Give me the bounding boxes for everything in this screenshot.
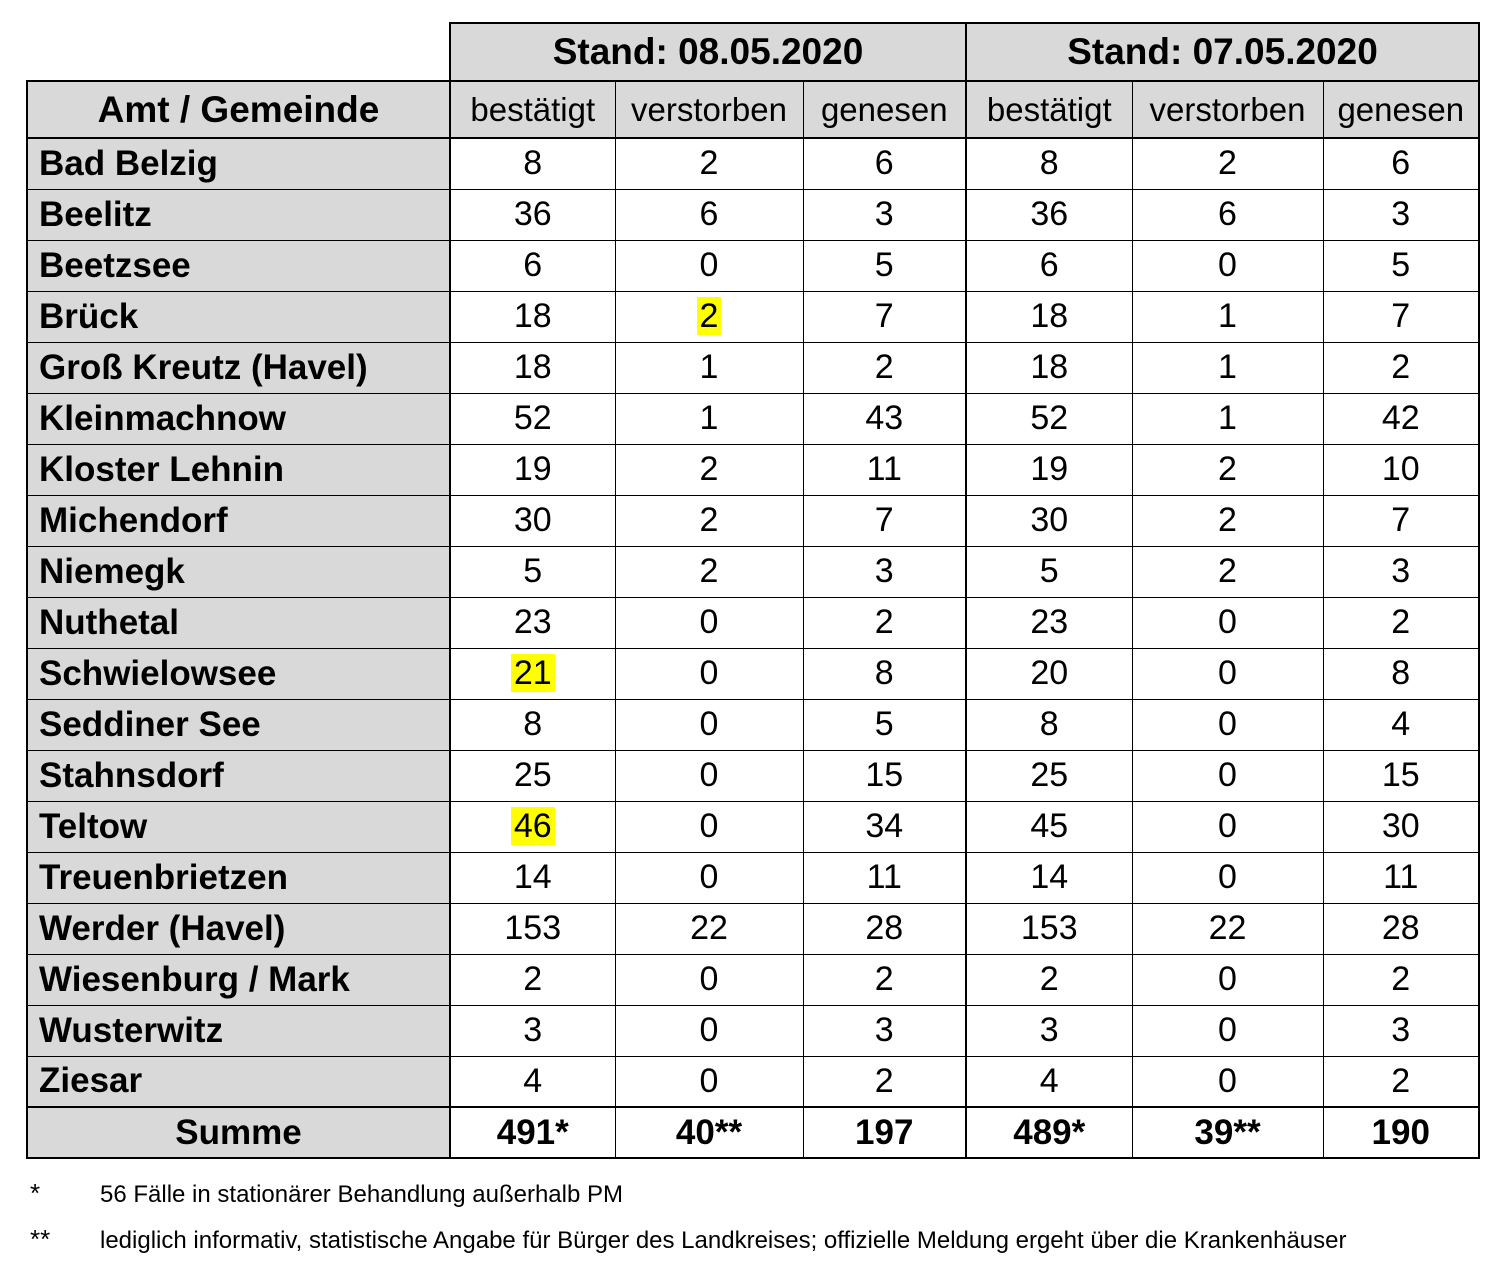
value-cell: 5 bbox=[450, 546, 615, 597]
value-cell: 5 bbox=[803, 699, 966, 750]
value-cell: 2 bbox=[615, 444, 803, 495]
table-row bbox=[27, 138, 1479, 189]
value-cell: 5 bbox=[966, 546, 1132, 597]
gemeinde-name: Wiesenburg / Mark bbox=[27, 954, 450, 1005]
value-cell: 22 bbox=[615, 903, 803, 954]
value-cell: 18 bbox=[450, 291, 615, 342]
gemeinde-name: Beetzsee bbox=[27, 240, 450, 291]
col-header-verstorben-1: verstorben bbox=[615, 81, 803, 138]
col-header-genesen-2: genesen bbox=[1323, 81, 1479, 138]
value-cell: 28 bbox=[803, 903, 966, 954]
value-cell bbox=[615, 291, 803, 342]
table-row bbox=[27, 801, 1479, 852]
value-cell: 6 bbox=[803, 138, 966, 189]
gemeinde-name: Brück bbox=[27, 291, 450, 342]
value-cell: 42 bbox=[1323, 393, 1479, 444]
table-row bbox=[27, 444, 1479, 495]
gemeinde-name: Kleinmachnow bbox=[27, 393, 450, 444]
value-cell: 3 bbox=[1323, 546, 1479, 597]
value-cell: 4 bbox=[1323, 699, 1479, 750]
value-cell: 2 bbox=[803, 597, 966, 648]
table-row bbox=[27, 1056, 1479, 1107]
footnote-1-mark: * bbox=[30, 1178, 41, 1208]
value-cell: 4 bbox=[966, 1056, 1132, 1107]
value-cell: 2 bbox=[615, 546, 803, 597]
value-cell: 5 bbox=[1323, 240, 1479, 291]
highlighted-value: 21 bbox=[511, 654, 555, 692]
value-cell: 2 bbox=[615, 495, 803, 546]
value-cell: 8 bbox=[803, 648, 966, 699]
gemeinde-name: Treuenbrietzen bbox=[27, 852, 450, 903]
gemeinde-name: Seddiner See bbox=[27, 699, 450, 750]
amt-gemeinde-header: Amt / Gemeinde bbox=[27, 81, 450, 138]
value-cell: 1 bbox=[615, 342, 803, 393]
table-row bbox=[27, 546, 1479, 597]
table-row bbox=[27, 852, 1479, 903]
table-row bbox=[27, 699, 1479, 750]
value-cell: 3 bbox=[1323, 189, 1479, 240]
value-cell: 0 bbox=[1132, 750, 1323, 801]
value-cell: 2 bbox=[1323, 597, 1479, 648]
value-cell: 0 bbox=[1132, 852, 1323, 903]
col-header-bestaetigt-1: bestätigt bbox=[450, 81, 615, 138]
highlighted-value: 46 bbox=[511, 807, 555, 845]
col-header-bestaetigt-2: bestätigt bbox=[966, 81, 1132, 138]
gemeinde-name: Wusterwitz bbox=[27, 1005, 450, 1056]
value-cell: 0 bbox=[1132, 699, 1323, 750]
value-cell: 23 bbox=[450, 597, 615, 648]
table-row bbox=[27, 342, 1479, 393]
value-cell: 0 bbox=[615, 954, 803, 1005]
value-cell: 2 bbox=[615, 138, 803, 189]
value-cell: 2 bbox=[803, 954, 966, 1005]
footnote-2-text: lediglich informativ, statistische Angabe für Bürger des Landkreises; offizielle Meldung ergeht über die Krankenhäuser bbox=[100, 1227, 1347, 1254]
value-cell: 153 bbox=[966, 903, 1132, 954]
value-cell: 3 bbox=[803, 189, 966, 240]
value-cell: 2 bbox=[1132, 444, 1323, 495]
value-cell bbox=[450, 648, 615, 699]
value-cell: 30 bbox=[450, 495, 615, 546]
value-cell: 20 bbox=[966, 648, 1132, 699]
value-cell: 36 bbox=[450, 189, 615, 240]
value-cell: 43 bbox=[803, 393, 966, 444]
value-cell: 6 bbox=[966, 240, 1132, 291]
value-cell: 4 bbox=[450, 1056, 615, 1107]
value-cell: 1 bbox=[615, 393, 803, 444]
value-cell: 0 bbox=[1132, 597, 1323, 648]
table-row bbox=[27, 597, 1479, 648]
value-cell: 11 bbox=[803, 444, 966, 495]
value-cell: 52 bbox=[450, 393, 615, 444]
value-cell: 25 bbox=[450, 750, 615, 801]
table-row bbox=[27, 903, 1479, 954]
value-cell: 25 bbox=[966, 750, 1132, 801]
table-row bbox=[27, 495, 1479, 546]
table-row bbox=[27, 954, 1479, 1005]
value-cell: 3 bbox=[803, 546, 966, 597]
value-cell: 6 bbox=[1323, 138, 1479, 189]
value-cell: 6 bbox=[450, 240, 615, 291]
value-cell: 7 bbox=[1323, 291, 1479, 342]
gemeinde-name: Niemegk bbox=[27, 546, 450, 597]
summe-genesen-2: 190 bbox=[1323, 1107, 1479, 1158]
footnote-1-text: 56 Fälle in stationärer Behandlung außerhalb PM bbox=[100, 1181, 623, 1208]
value-cell: 2 bbox=[803, 1056, 966, 1107]
table-row bbox=[27, 240, 1479, 291]
footnote-2-mark: ** bbox=[30, 1224, 51, 1254]
value-cell: 18 bbox=[450, 342, 615, 393]
gemeinde-name: Beelitz bbox=[27, 189, 450, 240]
table-row bbox=[27, 393, 1479, 444]
value-cell: 8 bbox=[1323, 648, 1479, 699]
gemeinde-name: Teltow bbox=[27, 801, 450, 852]
value-cell bbox=[450, 801, 615, 852]
value-cell: 0 bbox=[615, 1056, 803, 1107]
gemeinde-name: Groß Kreutz (Havel) bbox=[27, 342, 450, 393]
value-cell: 36 bbox=[966, 189, 1132, 240]
gemeinde-name: Nuthetal bbox=[27, 597, 450, 648]
value-cell: 7 bbox=[1323, 495, 1479, 546]
table-body bbox=[27, 138, 1479, 1107]
summe-bestaetigt-2: 489* bbox=[966, 1107, 1132, 1158]
gemeinde-name: Stahnsdorf bbox=[27, 750, 450, 801]
value-cell: 0 bbox=[1132, 801, 1323, 852]
column-header-row bbox=[27, 81, 1479, 138]
value-cell: 11 bbox=[803, 852, 966, 903]
value-cell: 6 bbox=[1132, 189, 1323, 240]
value-cell: 14 bbox=[450, 852, 615, 903]
value-cell: 2 bbox=[1132, 495, 1323, 546]
table-row bbox=[27, 291, 1479, 342]
footnote-2 bbox=[30, 1224, 1347, 1255]
stand-header-row bbox=[27, 23, 1479, 81]
value-cell: 0 bbox=[1132, 954, 1323, 1005]
value-cell: 2 bbox=[1132, 546, 1323, 597]
table-row bbox=[27, 189, 1479, 240]
highlighted-value: 2 bbox=[697, 297, 722, 335]
value-cell: 2 bbox=[803, 342, 966, 393]
summe-verstorben-1: 40** bbox=[615, 1107, 803, 1158]
col-header-genesen-1: genesen bbox=[803, 81, 966, 138]
gemeinde-name: Bad Belzig bbox=[27, 138, 450, 189]
value-cell: 15 bbox=[803, 750, 966, 801]
summe-verstorben-2: 39** bbox=[1132, 1107, 1323, 1158]
value-cell: 153 bbox=[450, 903, 615, 954]
value-cell: 0 bbox=[615, 597, 803, 648]
value-cell: 18 bbox=[966, 342, 1132, 393]
gemeinde-name: Michendorf bbox=[27, 495, 450, 546]
value-cell: 14 bbox=[966, 852, 1132, 903]
value-cell: 2 bbox=[450, 954, 615, 1005]
value-cell: 8 bbox=[966, 699, 1132, 750]
value-cell: 8 bbox=[450, 699, 615, 750]
value-cell: 0 bbox=[1132, 1005, 1323, 1056]
value-cell: 0 bbox=[1132, 648, 1323, 699]
value-cell: 1 bbox=[1132, 291, 1323, 342]
value-cell: 0 bbox=[615, 648, 803, 699]
value-cell: 0 bbox=[615, 750, 803, 801]
value-cell: 2 bbox=[1132, 138, 1323, 189]
value-cell: 2 bbox=[966, 954, 1132, 1005]
value-cell: 28 bbox=[1323, 903, 1479, 954]
value-cell: 30 bbox=[966, 495, 1132, 546]
value-cell: 0 bbox=[1132, 240, 1323, 291]
value-cell: 3 bbox=[450, 1005, 615, 1056]
value-cell: 8 bbox=[966, 138, 1132, 189]
value-cell: 22 bbox=[1132, 903, 1323, 954]
stand-header-0805: Stand: 08.05.2020 bbox=[450, 23, 966, 81]
value-cell: 1 bbox=[1132, 393, 1323, 444]
gemeinde-name: Schwielowsee bbox=[27, 648, 450, 699]
value-cell: 45 bbox=[966, 801, 1132, 852]
value-cell: 30 bbox=[1323, 801, 1479, 852]
value-cell: 10 bbox=[1323, 444, 1479, 495]
value-cell: 2 bbox=[1323, 1056, 1479, 1107]
value-cell: 0 bbox=[615, 699, 803, 750]
gemeinde-name: Werder (Havel) bbox=[27, 903, 450, 954]
value-cell: 8 bbox=[450, 138, 615, 189]
value-cell: 0 bbox=[615, 1005, 803, 1056]
value-cell: 18 bbox=[966, 291, 1132, 342]
value-cell: 11 bbox=[1323, 852, 1479, 903]
value-cell: 0 bbox=[615, 852, 803, 903]
case-table bbox=[26, 22, 1480, 1159]
summe-bestaetigt-1: 491* bbox=[450, 1107, 615, 1158]
gemeinde-name: Ziesar bbox=[27, 1056, 450, 1107]
value-cell: 34 bbox=[803, 801, 966, 852]
summe-row bbox=[27, 1107, 1479, 1158]
col-header-verstorben-2: verstorben bbox=[1132, 81, 1323, 138]
value-cell: 6 bbox=[615, 189, 803, 240]
footnote-1 bbox=[30, 1178, 623, 1209]
value-cell: 5 bbox=[803, 240, 966, 291]
value-cell: 0 bbox=[1132, 1056, 1323, 1107]
table-row bbox=[27, 1005, 1479, 1056]
value-cell: 3 bbox=[1323, 1005, 1479, 1056]
blank-corner bbox=[27, 23, 450, 81]
value-cell: 19 bbox=[966, 444, 1132, 495]
table-row bbox=[27, 750, 1479, 801]
value-cell: 3 bbox=[803, 1005, 966, 1056]
value-cell: 2 bbox=[1323, 342, 1479, 393]
value-cell: 7 bbox=[803, 495, 966, 546]
value-cell: 23 bbox=[966, 597, 1132, 648]
value-cell: 0 bbox=[615, 240, 803, 291]
value-cell: 15 bbox=[1323, 750, 1479, 801]
value-cell: 1 bbox=[1132, 342, 1323, 393]
value-cell: 19 bbox=[450, 444, 615, 495]
value-cell: 0 bbox=[615, 801, 803, 852]
table-row bbox=[27, 648, 1479, 699]
value-cell: 3 bbox=[966, 1005, 1132, 1056]
summe-genesen-1: 197 bbox=[803, 1107, 966, 1158]
stand-header-0705: Stand: 07.05.2020 bbox=[966, 23, 1479, 81]
summe-label: Summe bbox=[27, 1107, 450, 1158]
value-cell: 52 bbox=[966, 393, 1132, 444]
value-cell: 2 bbox=[1323, 954, 1479, 1005]
gemeinde-name: Kloster Lehnin bbox=[27, 444, 450, 495]
value-cell: 7 bbox=[803, 291, 966, 342]
